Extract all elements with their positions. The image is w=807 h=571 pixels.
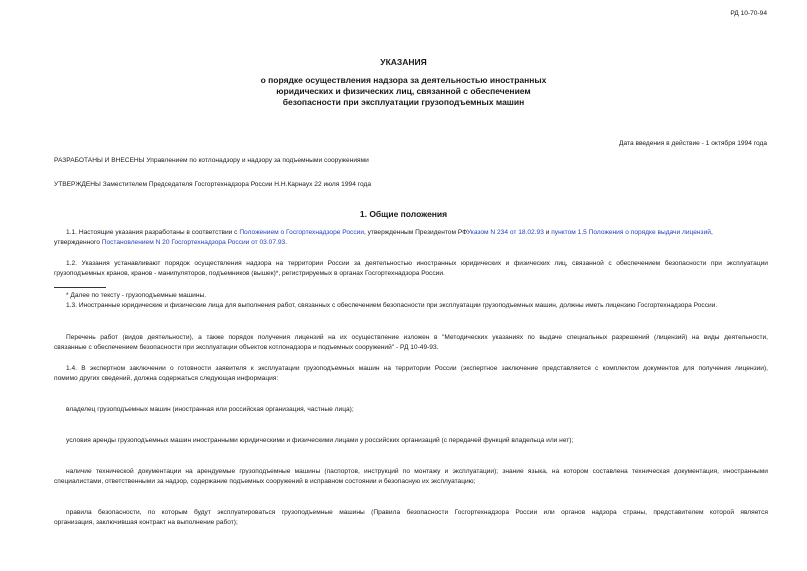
document-code: РД 10-70-94 [730, 10, 767, 17]
paragraph-line: связанные с обеспечением безопасности при эксплуатации объектов котлонадзора и подъемных сооружений" - РД 10-49-93. [54, 344, 439, 351]
link-resolution-20[interactable]: Постановлением N 20 Госгортехнадзора России от 03.07.93 [101, 239, 286, 246]
link-licensing-clause[interactable]: пунктом 1.5 Положения о порядке выдачи лицензий [551, 229, 711, 236]
paragraph-line: наличие технической документации на арендуемые грузоподъемные машины (паспортов, инструкций по монтажу и эксплуатации); знание языка, на котором составлена техническая документация, иностранными [66, 468, 768, 475]
footnote-divider [54, 287, 106, 288]
paragraph-1-3: 1.3. Иностранные юридические и физические лица для выполнения работ, связанных с обеспечением безопасности при эксплуатации грузоподъемных машин, должны иметь лицензию Госгортехнадзора России. [66, 302, 718, 309]
text: 1.1. Настоящие указания разработаны в соответствии с [66, 229, 240, 236]
paragraph-line: организация, заключившая контракт на выполнение работ); [54, 519, 238, 526]
list-item-documentation [54, 467, 768, 487]
footnote: * Далее по тексту - грузоподъемные машины. [66, 292, 207, 299]
text: , утвержденным Президентом РФ [364, 229, 467, 236]
link-decree-234[interactable]: Указом N 234 от 18.02.93 [466, 229, 544, 236]
subtitle-line: о порядке осуществления надзора за деятельностью иностранных [260, 75, 547, 85]
text: , [710, 229, 713, 236]
document-subtitle [0, 75, 807, 108]
approved-statement: УТВЕРЖДЕНЫ Заместителем Председателя Госгортехнадзора России Н.Н.Карнаух 22 июля 1994 года [54, 181, 371, 188]
text: и [543, 229, 552, 236]
paragraph-line: 1.4. В экспертном заключении о готовности заявителя к эксплуатации грузоподъемных машин на территории России (экспертное заключение представляется с комплектом документов для получения лицензии), [66, 365, 768, 372]
paragraph-line: помимо других сведений, должна содержаться следующая информация: [54, 375, 279, 382]
paragraph-line: 1.2. Указания устанавливают порядок осуществления надзора на территории России за деятельностью иностранных юридических и физических лиц, связанной с обеспечением безопасности при эксплуатации [66, 260, 768, 267]
link-gosgortekhnadzor-regulation[interactable]: Положением о Госгортехнадзоре России [239, 229, 365, 236]
document-title: УКАЗАНИЯ [380, 57, 427, 67]
section-title: 1. Общие положения [359, 209, 448, 219]
paragraph-line: специалистами, ответственными за надзор, содержание подъемных сооружений в исправном состоянии и безопасную их эксплуатацию; [54, 478, 476, 485]
text: утвержденного [54, 239, 102, 246]
list-item-safety-rules [54, 508, 768, 528]
paragraph-1-2 [54, 259, 768, 279]
paragraph-line: грузоподъемных кранов, кранов - манипуляторов, подъемников (вышек)*, регистрируемых в органах Госгортехнадзора России. [54, 270, 445, 277]
paragraph-line: правила безопасности, по которым будут эксплуатироваться грузоподъемные машины (Правила безопасности Госгортехнадзора России или органов надзора страны, представителем которой является [66, 509, 768, 516]
list-item-owner: владелец грузоподъемных машин (иностранная или российская организация, частные лица); [66, 406, 354, 413]
developed-statement: РАЗРАБОТАНЫ И ВНЕСЕНЫ Управлением по котлонадзору и надзору за подъемными сооружениями [54, 157, 369, 164]
list-item-lease: условия аренды грузоподъемных машин иностранными юридическими и физическими лицами у российских организаций (с передачей функций владельца или нет); [66, 437, 574, 444]
subtitle-line: безопасности при эксплуатации грузоподъемных машин [282, 97, 525, 107]
effective-date: Дата введения в действие - 1 октября 1994 года [619, 140, 767, 147]
paragraph-1-4 [54, 364, 768, 384]
text: . [285, 239, 288, 246]
paragraph-list-of-works [54, 333, 768, 353]
subtitle-line: юридических и физических лиц, связанной с обеспечением [276, 86, 531, 96]
paragraph-1-1 [54, 228, 768, 248]
paragraph-line: Перечень работ (видов деятельности), а также порядок получения лицензий на их осуществление изложен в "Методических указаниях по выдаче специальных разрешений (лицензий) на виды деятельности, [66, 334, 768, 341]
